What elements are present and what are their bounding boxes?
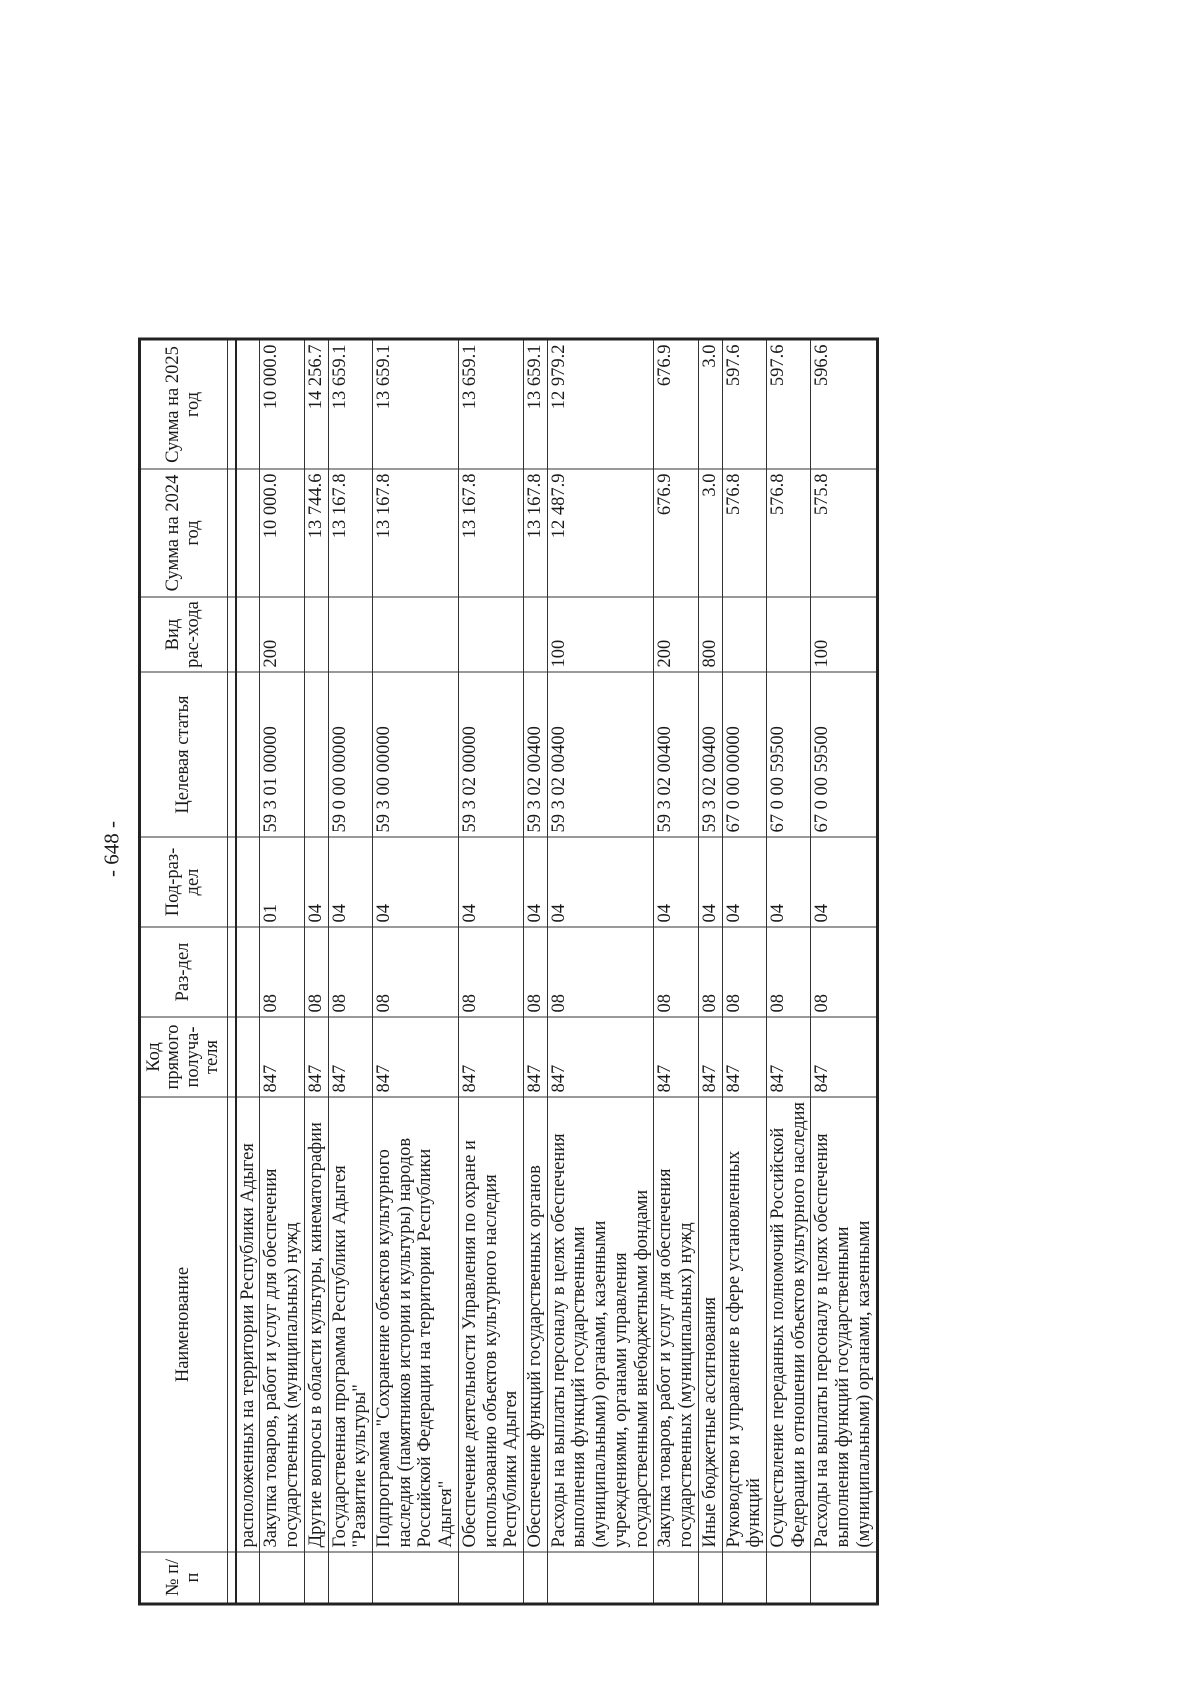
empty-cell (227, 672, 236, 837)
header-s2025: Сумма на 2025 год (140, 339, 228, 469)
empty-cell (227, 1097, 236, 1552)
cell-s2025: 676.9 (654, 339, 698, 469)
table-row (654, 339, 698, 1604)
cell-razdel: 08 (547, 927, 654, 1017)
cell-num (811, 1552, 877, 1604)
cell-num (547, 1552, 654, 1604)
cell-s2024: 3.0 (698, 469, 722, 597)
cell-stat: 67 0 00 00000 (722, 672, 766, 837)
cell-vid (458, 597, 523, 672)
cell-name: Иные бюджетные ассигнования (698, 1097, 722, 1552)
cell-podrazdel: 04 (458, 837, 523, 927)
cell-s2025: 10 000.0 (260, 339, 304, 469)
header-razdel: Раз-дел (140, 927, 228, 1017)
cell-podrazdel: 04 (654, 837, 698, 927)
cell-num (373, 1552, 459, 1604)
cell-code: 847 (260, 1017, 304, 1097)
cell-name: Другие вопросы в области культуры, кинематографии (304, 1097, 328, 1552)
budget-table-container (138, 341, 958, 1606)
cell-name: Обеспечение функций государственных органов (524, 1097, 548, 1552)
cell-num (304, 1552, 328, 1604)
header-row (140, 339, 228, 1604)
cell-stat: 59 3 02 00400 (698, 672, 722, 837)
cell-stat: 59 3 02 00400 (547, 672, 654, 837)
cell-num (524, 1552, 548, 1604)
cell-s2024: 576.8 (722, 469, 766, 597)
cell-razdel: 08 (698, 927, 722, 1017)
cell-s2025: 3.0 (698, 339, 722, 469)
cell-podrazdel: 04 (698, 837, 722, 927)
cell-podrazdel: 04 (524, 837, 548, 927)
cell-name: Расходы на выплаты персоналу в целях обеспечения выполнения функций государственными (муниципальными) органами, казенными (811, 1097, 877, 1552)
cell-s2025: 14 256.7 (304, 339, 328, 469)
cell-razdel: 08 (766, 927, 810, 1017)
cell-podrazdel (236, 837, 260, 927)
cell-code: 847 (698, 1017, 722, 1097)
cell-s2024: 13 744.6 (304, 469, 328, 597)
header-name: Наименование (140, 1097, 228, 1552)
cell-podrazdel: 04 (328, 837, 372, 927)
cell-podrazdel: 04 (766, 837, 810, 927)
cell-name: Подпрограмма "Сохранение объектов культурного наследия (памятников истории и культуры) народов Российской Федерации на территории Республики Адыгея" (373, 1097, 459, 1552)
table-row (722, 339, 766, 1604)
table-row (766, 339, 810, 1604)
cell-name: Обеспечение деятельности Управления по охране и использованию объектов культурного наследия Республики Адыгея (458, 1097, 523, 1552)
header-podrazdel: Под-раз-дел (140, 837, 228, 927)
cell-vid (524, 597, 548, 672)
cell-razdel: 08 (722, 927, 766, 1017)
cell-s2025: 597.6 (722, 339, 766, 469)
cell-s2024: 10 000.0 (260, 469, 304, 597)
cell-s2024: 576.8 (766, 469, 810, 597)
header-s2024: Сумма на 2024 год (140, 469, 228, 597)
cell-num (698, 1552, 722, 1604)
cell-s2025: 596.6 (811, 339, 877, 469)
cell-razdel: 08 (654, 927, 698, 1017)
cell-code: 847 (811, 1017, 877, 1097)
cell-stat: 59 3 02 00400 (524, 672, 548, 837)
cell-s2025: 12 979.2 (547, 339, 654, 469)
cell-vid: 200 (654, 597, 698, 672)
table-row (260, 339, 304, 1604)
header-stat: Целевая статья (140, 672, 228, 837)
cell-name: Руководство и управление в сфере установленных функций (722, 1097, 766, 1552)
cell-code: 847 (722, 1017, 766, 1097)
empty-cell (227, 597, 236, 672)
cell-razdel: 08 (524, 927, 548, 1017)
cell-s2024: 13 167.8 (458, 469, 523, 597)
cell-podrazdel: 01 (260, 837, 304, 927)
empty-cell (227, 837, 236, 927)
table-row (458, 339, 523, 1604)
cell-num (722, 1552, 766, 1604)
cell-num (260, 1552, 304, 1604)
cell-stat: 67 0 00 59500 (766, 672, 810, 837)
cell-name: Государственная программа Республики Адыгея "Развитие культуры" (328, 1097, 372, 1552)
table-body (236, 339, 877, 1604)
cell-num (766, 1552, 810, 1604)
cell-num (328, 1552, 372, 1604)
table-row (373, 339, 459, 1604)
budget-table (138, 338, 879, 1606)
cell-vid: 100 (811, 597, 877, 672)
cell-s2024: 13 167.8 (524, 469, 548, 597)
header-num: № п/п (140, 1552, 228, 1604)
cell-s2024: 12 487.9 (547, 469, 654, 597)
empty-cell (227, 339, 236, 469)
cell-stat: 67 0 00 59500 (811, 672, 877, 837)
cell-stat: 59 0 00 00000 (328, 672, 372, 837)
table-row (811, 339, 877, 1604)
header-vid: Вид рас-хода (140, 597, 228, 672)
cell-s2024: 575.8 (811, 469, 877, 597)
cell-stat: 59 3 00 00000 (373, 672, 459, 837)
cell-vid (766, 597, 810, 672)
cell-podrazdel: 04 (722, 837, 766, 927)
cell-s2025: 13 659.1 (328, 339, 372, 469)
cell-code: 847 (304, 1017, 328, 1097)
page-number: - 648 - (99, 821, 124, 877)
cell-code: 847 (458, 1017, 523, 1097)
cell-vid (328, 597, 372, 672)
cell-razdel: 08 (328, 927, 372, 1017)
cell-s2025: 13 659.1 (373, 339, 459, 469)
cell-num (236, 1552, 260, 1604)
cell-num (654, 1552, 698, 1604)
cell-num (458, 1552, 523, 1604)
empty-cell (227, 927, 236, 1017)
table-row (236, 339, 260, 1604)
cell-s2024: 13 167.8 (373, 469, 459, 597)
cell-vid (722, 597, 766, 672)
cell-name: Осуществление переданных полномочий Российской Федерации в отношении объектов культурного наследия (766, 1097, 810, 1552)
cell-s2024: 13 167.8 (328, 469, 372, 597)
table-row (304, 339, 328, 1604)
cell-vid (304, 597, 328, 672)
table-row (328, 339, 372, 1604)
cell-vid: 800 (698, 597, 722, 672)
cell-code: 847 (547, 1017, 654, 1097)
cell-razdel: 08 (260, 927, 304, 1017)
cell-vid (373, 597, 459, 672)
cell-vid: 200 (260, 597, 304, 672)
cell-vid: 100 (547, 597, 654, 672)
cell-code: 847 (328, 1017, 372, 1097)
column-number-row (227, 339, 236, 1604)
cell-stat: 59 3 02 00400 (654, 672, 698, 837)
cell-code: 847 (373, 1017, 459, 1097)
cell-s2025: 597.6 (766, 339, 810, 469)
cell-podrazdel: 04 (547, 837, 654, 927)
cell-podrazdel: 04 (373, 837, 459, 927)
table-row (698, 339, 722, 1604)
cell-stat: 59 3 01 00000 (260, 672, 304, 837)
cell-code: 847 (524, 1017, 548, 1097)
cell-razdel (236, 927, 260, 1017)
cell-s2024: 676.9 (654, 469, 698, 597)
cell-code: 847 (654, 1017, 698, 1097)
cell-stat (304, 672, 328, 837)
cell-s2025: 13 659.1 (458, 339, 523, 469)
cell-vid (236, 597, 260, 672)
cell-podrazdel: 04 (811, 837, 877, 927)
cell-name: расположенных на территории Республики Адыгея (236, 1097, 260, 1552)
empty-cell (227, 1552, 236, 1604)
empty-cell (227, 469, 236, 597)
empty-cell (227, 1017, 236, 1097)
cell-razdel: 08 (373, 927, 459, 1017)
cell-stat (236, 672, 260, 837)
header-code: Код прямого получа-теля (140, 1017, 228, 1097)
cell-podrazdel: 04 (304, 837, 328, 927)
table-row (524, 339, 548, 1604)
cell-razdel: 08 (811, 927, 877, 1017)
table-row (547, 339, 654, 1604)
cell-s2024 (236, 469, 260, 597)
cell-s2025: 13 659.1 (524, 339, 548, 469)
cell-name: Закупка товаров, работ и услуг для обеспечения государственных (муниципальных) нужд (260, 1097, 304, 1552)
cell-name: Закупка товаров, работ и услуг для обеспечения государственных (муниципальных) нужд (654, 1097, 698, 1552)
cell-razdel: 08 (458, 927, 523, 1017)
cell-stat: 59 3 02 00000 (458, 672, 523, 837)
cell-code: 847 (766, 1017, 810, 1097)
cell-code (236, 1017, 260, 1097)
cell-name: Расходы на выплаты персоналу в целях обеспечения выполнения функций государственными (муниципальными) органами, казенными учреждениями, органами управления государственными внебюджетными фондами (547, 1097, 654, 1552)
cell-razdel: 08 (304, 927, 328, 1017)
cell-s2025 (236, 339, 260, 469)
